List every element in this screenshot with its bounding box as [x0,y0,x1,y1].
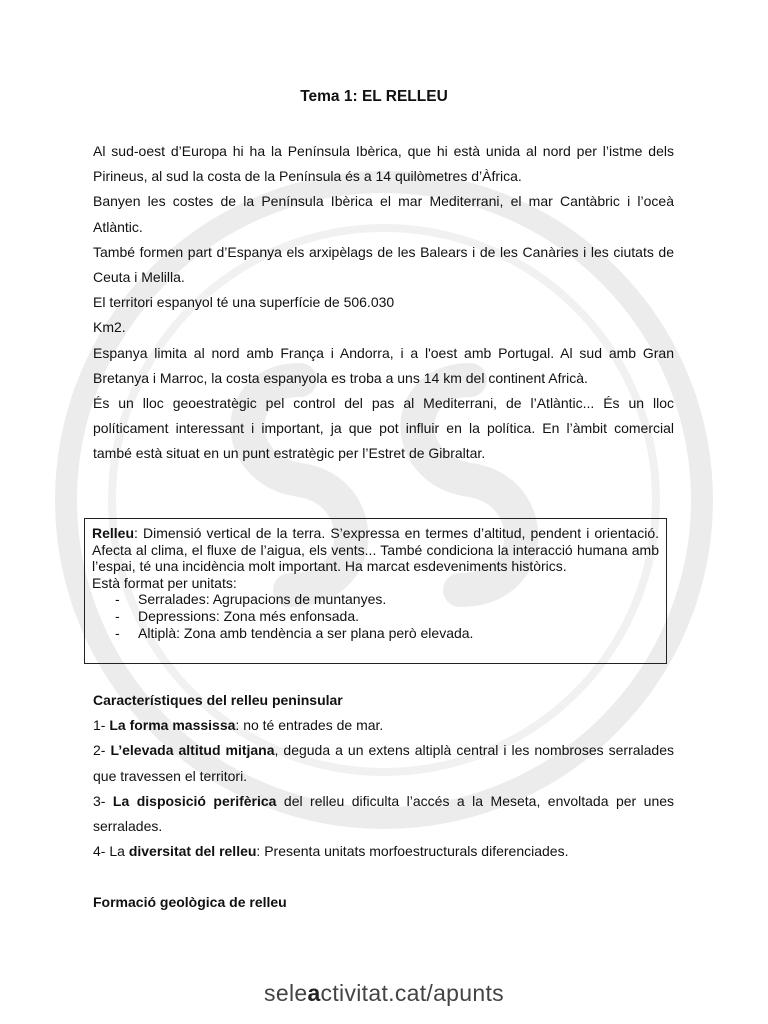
relleu-definition-box [84,518,667,664]
definition-term: Relleu [92,525,135,541]
intro-paragraph: El territori espanyol té una superfície de 506.030 [93,294,395,311]
geology-section [93,890,674,915]
list-item [93,789,674,839]
intro-text [93,139,674,467]
list-dash: - [115,591,120,608]
list-item [93,839,674,864]
footer-text: ctivitat.cat/apunts [320,980,504,1006]
intro-paragraph: Banyen les costes de la Península Ibèrica el mar Mediterrani, el mar Cantàbric i l’oceà Atlàntic. [93,193,674,235]
footer-link[interactable] [0,980,768,1007]
item-text: : no té entrades de mar. [235,717,384,734]
item-bold: La forma massissa [109,717,236,734]
item-prefix: 4- La [93,843,129,860]
section-heading: Formació geològica de relleu [93,894,287,910]
item-prefix: 3- [93,792,113,809]
list-item [92,608,659,625]
intro-paragraph: També formen part d’Espanya els arxipèlags de les Balears i de les Canàries i les ciutats de Ceuta i Melilla. [93,243,674,286]
list-item [93,738,674,788]
item-prefix: 1- [93,717,110,734]
unit-text: Serralades: Agrupacions de muntanyes. [138,591,387,608]
intro-paragraph: Km2. [93,319,126,336]
item-bold: La disposició perifèrica [112,792,277,809]
list-dash: - [115,624,120,641]
list-item [92,591,659,608]
units-list [92,591,659,641]
section-heading: Característiques del relleu peninsular [93,692,343,708]
definition-text: : Dimensió vertical de la terra. S’expressa en termes d’altitud, pendent i orientació. Afecta al clima, el fluxe de l’aigua, els vents... També condiciona la interacció humana amb l’espai, té una incidència molt important. Ha marcat esdeveniments històrics. [92,525,659,575]
unit-text: Depressions: Zona més enfonsada. [138,607,360,624]
list-item [93,713,674,738]
item-bold: diversitat del relleu [128,843,257,860]
footer-text-bold: a [307,980,321,1006]
list-item [92,625,659,642]
item-text: : Presenta unitats morfoestructurals diferenciades. [256,843,569,860]
list-dash: - [115,607,120,624]
item-prefix: 2- [93,742,111,759]
intro-paragraph: Al sud-oest d’Europa hi ha la Península Ibèrica, que hi està unida al nord per l’istme dels Pirineus, al sud la costa de la Península és a 14 quilòmetres d’Àfrica. [93,143,674,185]
item-text: , deguda a un extens altiplà central i les nombroses serralades que travessen el territori. [93,742,674,784]
page-title: Tema 1: EL RELLEU [300,88,448,105]
intro-paragraph: Espanya limita al nord amb França i Andorra, i a l'oest amb Portugal. Al sud amb Gran Bretanya i Marroc, la costa espanyola es troba a uns 14 km del continent Africà. [93,344,674,386]
intro-paragraph: És un lloc geoestratègic pel control del pas al Mediterrani, de l’Atlàntic... És un lloc políticament interessant i important, ja que pot influir en la política. En l’àmbit comercial també està situat en un punt estratègic per l’Estret de Gibraltar. [93,395,674,462]
characteristics-section [93,688,674,864]
item-bold: L’elevada altitud mitjana [110,742,275,759]
item-text: del relleu dificulta l’accés a la Meseta, envoltada per unes serralades. [93,792,675,835]
definition-paragraph [92,525,659,575]
unit-text: Altiplà: Zona amb tendència a ser plana però elevada. [138,624,474,641]
units-intro: Està format per unitats: [92,574,237,591]
footer-text: sele [264,980,308,1006]
